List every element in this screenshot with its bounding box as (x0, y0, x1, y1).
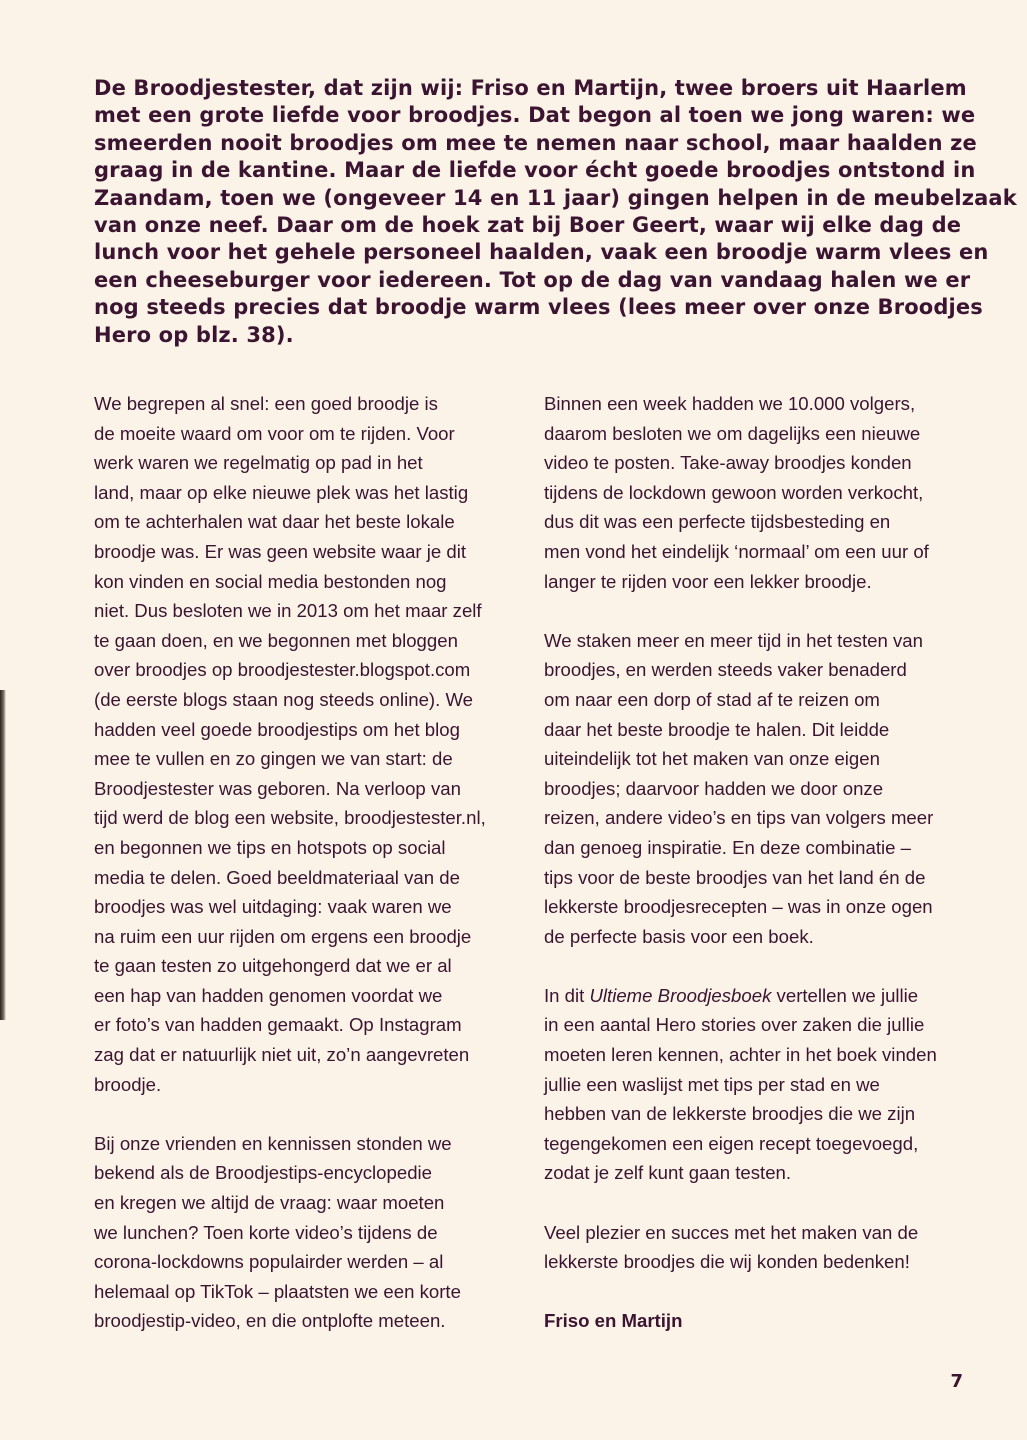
text-line: men vond het eindelijk ‘normaal’ om een uur of (544, 540, 929, 562)
intro-line: Zaandam, toen we (ongeveer 14 en 11 jaar) gingen helpen in de meubelzaak (94, 185, 1017, 210)
text-fragment: In dit (544, 984, 590, 1006)
page-number: 7 (950, 1371, 963, 1392)
text-line: broodjes; daarvoor hadden we door onze (544, 777, 884, 799)
text-line: jullie een waslijst met tips per stad en we (544, 1073, 880, 1095)
text-line (544, 981, 974, 1011)
intro-paragraph (94, 75, 1017, 349)
text-line: mee te vullen en zo gingen we van start: de (94, 748, 453, 770)
text-line: een hap van hadden genomen voordat we (94, 984, 443, 1006)
text-line: (de eerste blogs staan nog steeds online). We (94, 688, 473, 710)
intro-line: een cheeseburger voor iedereen. Tot op de dag van vandaag halen we er (94, 267, 971, 292)
text-line: helemaal op TikTok – plaatsten we een korte (94, 1280, 461, 1302)
text-line: tijd werd de blog een website, broodjestester.nl, (94, 807, 486, 829)
text-line: er foto’s van hadden gemaakt. Op Instagram (94, 1014, 462, 1036)
text-line: daar het beste broodje te halen. Dit leidde (544, 718, 890, 740)
text-line: daarom besloten we om dagelijks een nieuwe (544, 422, 921, 444)
paragraph-own-broodjes (544, 626, 974, 952)
text-line: om naar een dorp of stad af te reizen om (544, 688, 880, 710)
text-line: de moeite waard om voor om te rijden. Voor (94, 422, 455, 444)
intro-line: De Broodjestester, dat zijn wij: Friso en Martijn, twee broers uit Haarlem (94, 76, 967, 100)
intro-line: met een grote liefde voor broodjes. Dat begon al toen we jong waren: we (94, 103, 976, 128)
text-line: broodje. (94, 1073, 162, 1095)
text-line: dus dit was een perfecte tijdsbesteding en (544, 511, 891, 533)
text-line: broodjes, en werden steeds vaker benaderd (544, 659, 907, 681)
paragraph-followers (544, 389, 974, 596)
text-line: bekend als de Broodjestips-encyclopedie (94, 1162, 433, 1184)
text-line: te gaan testen zo uitgehongerd dat we er al (94, 955, 452, 977)
text-line: in een aantal Hero stories over zaken die jullie (544, 1014, 925, 1036)
text-line: we lunchen? Toen korte video’s tijdens de (94, 1221, 438, 1243)
text-line: en begonnen we tips en hotspots op social (94, 836, 446, 858)
signature: Friso en Martijn (544, 1310, 683, 1332)
left-column (94, 389, 514, 1366)
text-line: Bij onze vrienden en kennissen stonden we (94, 1132, 452, 1154)
paragraph-tiktok (94, 1129, 514, 1336)
right-column (544, 389, 974, 1336)
text-line: Veel plezier en succes met het maken van de (544, 1221, 919, 1243)
text-line: video te posten. Take-away broodjes konden (544, 452, 912, 474)
text-line: We begrepen al snel: een goed broodje is (94, 393, 438, 414)
text-line: dan genoeg inspiratie. En deze combinatie – (544, 836, 911, 858)
text-line: en kregen we altijd de vraag: waar moeten (94, 1192, 445, 1214)
text-line: tegengekomen een eigen recept toegevoegd, (544, 1132, 919, 1154)
text-line: tips voor de beste broodjes van het land én de (544, 866, 926, 888)
intro-line: van onze neef. Daar om de hoek zat bij Boer Geert, waar wij elke dag de (94, 213, 962, 238)
text-line: moeten leren kennen, achter in het boek vinden (544, 1044, 937, 1066)
paragraph-closing (544, 1218, 974, 1277)
text-line: land, maar op elke nieuwe plek was het lastig (94, 481, 469, 503)
text-line: om te achterhalen wat daar het beste lokale (94, 511, 455, 533)
intro-line: graag in de kantine. Maar de liefde voor écht goede broodjes ontstond in (94, 158, 976, 183)
intro-line: lunch voor het gehele personeel haalden, vaak een broodje warm vlees en (94, 240, 989, 265)
text-line: lekkerste broodjes die wij konden bedenken! (544, 1251, 910, 1273)
paragraph-origin-story (94, 389, 514, 1099)
intro-line: Hero op blz. 38). (94, 322, 294, 347)
text-line: Binnen een week hadden we 10.000 volgers, (544, 393, 916, 414)
text-line: uiteindelijk tot het maken van onze eigen (544, 748, 880, 770)
text-line: kon vinden en social media bestonden nog (94, 570, 447, 592)
text-line: niet. Dus besloten we in 2013 om het maar zelf (94, 600, 482, 622)
text-line: media te delen. Goed beeldmateriaal van de (94, 866, 460, 888)
text-line: tijdens de lockdown gewoon worden verkocht, (544, 481, 924, 503)
text-line: lekkerste broodjesrecepten – was in onze ogen (544, 896, 933, 918)
text-line: de perfecte basis voor een boek. (544, 925, 814, 947)
text-line: werk waren we regelmatig op pad in het (94, 452, 423, 474)
text-line: We staken meer en meer tijd in het testen van (544, 629, 923, 651)
text-line: reizen, andere video’s en tips van volgers meer (544, 807, 934, 829)
text-line: hebben van de lekkerste broodjes die we zijn (544, 1103, 916, 1125)
text-line: hadden veel goede broodjestips om het blog (94, 718, 460, 740)
text-line: broodjestip-video, en die ontplofte meteen. (94, 1310, 446, 1332)
page-edge-shadow (0, 690, 6, 1020)
intro-line: smeerden nooit broodjes om mee te nemen naar school, maar haalden ze (94, 130, 977, 155)
intro-line: nog steeds precies dat broodje warm vlees (lees meer over onze Broodjes (94, 295, 983, 320)
book-title-italic: Ultieme Broodjesboek (589, 984, 772, 1006)
text-line: over broodjes op broodjestester.blogspot.com (94, 659, 471, 681)
text-line: zag dat er natuurlijk niet uit, zo’n aangevreten (94, 1044, 470, 1066)
text-line: Broodjestester was geboren. Na verloop van (94, 777, 461, 799)
text-line: broodje was. Er was geen website waar je dit (94, 540, 467, 562)
text-line: zodat je zelf kunt gaan testen. (544, 1162, 792, 1184)
text-line: corona-lockdowns populairder werden – al (94, 1251, 444, 1273)
paragraph-book-contents (544, 981, 974, 1188)
text-fragment: vertellen we jullie (771, 984, 919, 1006)
text-line: te gaan doen, en we begonnen met bloggen (94, 629, 458, 651)
text-line: broodjes was wel uitdaging: vaak waren we (94, 896, 452, 918)
text-line: langer te rijden voor een lekker broodje. (544, 570, 872, 592)
text-line: na ruim een uur rijden om ergens een broodje (94, 925, 472, 947)
